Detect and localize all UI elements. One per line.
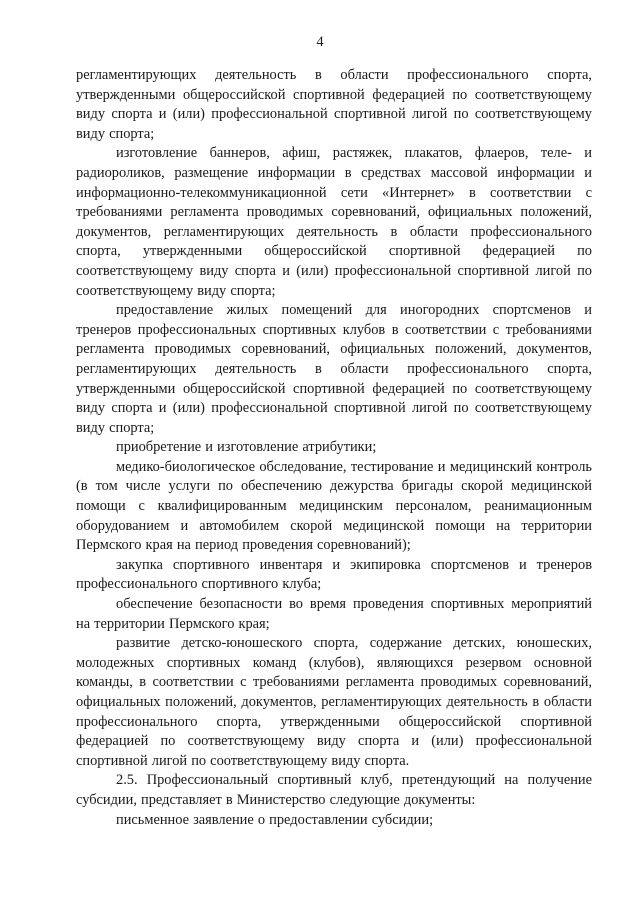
paragraph: приобретение и изготовление атрибутики;: [116, 439, 377, 456]
page-number: 4: [316, 34, 324, 50]
paragraph: регламентирующих деятельность в области профессионального спорта, утвержденными общероссийской спортивной федерацией по соответствующему виду спорта и (или) профессиональной спортивной лигой по соответствующему виду спорта;: [76, 67, 592, 142]
paragraph: 2.5. Профессиональный спортивный клуб, претендующий на получение субсидии, представляет в Министерство следующие документы:: [76, 772, 592, 808]
document-body: [76, 66, 592, 830]
paragraph: медико-биологическое обследование, тестирование и медицинский контроль (в том числе услуги по обеспечению дежурства бригады скорой медицинской помощи с квалифицированным медицинским персоналом, реанимационным оборудованием и автомобилем скорой медицинской помощи на территории Пермского края на период проведения соревнований);: [76, 458, 592, 554]
paragraph: предоставление жилых помещений для иногородних спортсменов и тренеров профессиональных спортивных клубов в соответствии с требованиями регламента проводимых соревнований, официальных положений, документов, регламентирующих деятельность в области профессионального спорта, утвержденными общероссийской спортивной федерацией по соответствующему виду спорта и (или) профессиональной спортивной лигой по соответствующему виду спорта;: [76, 302, 592, 436]
paragraph: письменное заявление о предоставлении субсидии;: [116, 811, 434, 828]
paragraph: обеспечение безопасности во время проведения спортивных мероприятий на территории Пермского края;: [76, 596, 592, 632]
paragraph: изготовление баннеров, афиш, растяжек, плакатов, флаеров, теле- и радиороликов, размещение информации в средствах массовой информации и информационно-телекоммуникационной сети «Интернет» в соответствии с требованиями регламента проводимых соревнований, официальных положений, документов, регламентирующих деятельность в области профессионального спорта, утвержденными общероссийской спортивной федерацией по соответствующему виду спорта и (или) профессиональной спортивной лигой по соответствующему виду спорта;: [76, 145, 592, 299]
paragraph: развитие детско-юношеского спорта, содержание детских, юношеских, молодежных спортивных команд (клубов), являющихся резервом основной команды, в соответствии с требованиями регламента проводимых соревнований, официальных положений, документов, регламентирующих деятельность в области профессионального спорта, утвержденными общероссийской спортивной федерацией по соответствующему виду спорта и (или) профессиональной спортивной лигой по соответствующему виду спорта.: [76, 635, 592, 769]
paragraph: закупка спортивного инвентаря и экипировка спортсменов и тренеров профессионального спортивного клуба;: [76, 556, 592, 593]
